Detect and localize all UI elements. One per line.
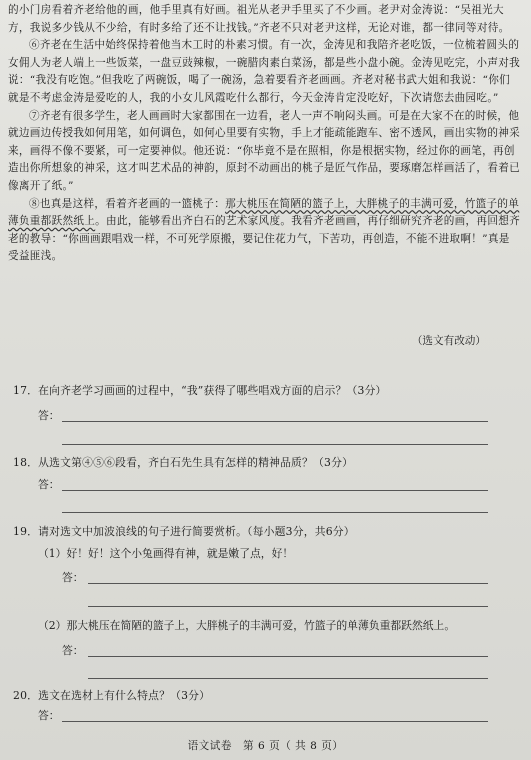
answer-line-17a[interactable] bbox=[62, 421, 488, 422]
adaptation-note: （选文有改动） bbox=[411, 335, 486, 347]
answer-line-18a[interactable] bbox=[62, 490, 488, 491]
page-footer: 语文试卷 第 6 页（ 共 8 页） bbox=[187, 740, 344, 752]
answer-label-17: 答： bbox=[38, 409, 60, 422]
question-19-part-1: （1）好！好！这个小兔画得有神，就是嫩了点，好！ bbox=[38, 547, 294, 560]
reading-passage bbox=[8, 2, 520, 266]
answer-line-17b[interactable] bbox=[62, 444, 488, 445]
paragraph-8-rest: 。由此，能够看出齐白石的艺术家风度。我看齐老画画，再仔细研究齐老的画，再回想齐老的教导：“你画画跟唱戏一样，不可死学原搬，要记住花力气，下苦功，再创造，不能不进取啊！”真是受益匪浅。 bbox=[8, 215, 521, 263]
answer-line-19-1a[interactable] bbox=[88, 583, 488, 584]
passage-paragraph-6: ⑥齐老在生活中始终保持着他当木工时的朴素习惯。有一次，金涛见和我陪齐老吃饭，一位梳着圆头的女佣人为老人端上一些饭菜，一盘豆豉辣椒，一碗腊肉素白菜汤，都是些小盘小碗。金涛见吃完，小声对我说：“我没有吃饱。”但我吃了两碗饭，喝了一碗汤，急着要看齐老画画。齐老对秘书武大姐和我说：“你们就是不考虑金涛是爱吃的人，我的小女儿风霞吃什么都行，今天金涛肯定没吃好，下次请您去曲园吃。” bbox=[8, 39, 521, 104]
answer-label-19-2: 答： bbox=[62, 644, 84, 657]
answer-line-19-2b[interactable] bbox=[88, 678, 488, 679]
question-18: 18．从选文第④⑤⑥段看，齐白石先生具有怎样的精神品质？（3分） bbox=[13, 456, 354, 469]
answer-line-20a[interactable] bbox=[62, 721, 488, 722]
wavy-underlined-sentence: 那大桃压在简陋的篮子上，大胖桃子的丰满可爱，竹篮子的单薄负重都跃然纸上 bbox=[8, 197, 520, 228]
answer-line-19-1b[interactable] bbox=[88, 606, 488, 607]
passage-paragraph-8 bbox=[8, 196, 520, 266]
question-19: 19．请对选文中加波浪线的句子进行简要赏析。（每小题3分，共6分） bbox=[13, 525, 355, 538]
question-20: 20．选文在选材上有什么特点？（3分） bbox=[13, 689, 211, 702]
question-19-part-2: （2）那大桃压在简陋的篮子上，大胖桃子的丰满可爱，竹篮子的单薄负重都跃然纸上。 bbox=[38, 619, 456, 632]
passage-paragraph-7: ⑦齐老有很多学生，老人画画时大家都围在一边看，老人一声不响闷头画。可是在大家不在的时候，他就边画边传授我如何用笔，如何调色，如何心里要有实物，手上才能疏能跑车、密不透风，画出实物的神采来，画得不像不要紧，可一定要神似。他还说：“你毕竟不是在照相，你是根据实物，经过你的画笔，再创造出你所想象的神采，这才叫艺术品的神韵，原封不动画出的桃子是匠气作品，要琢磨怎样画活了，看着已像离开了纸。” bbox=[8, 109, 521, 192]
answer-label-19-1: 答： bbox=[62, 571, 84, 584]
answer-line-18b[interactable] bbox=[62, 512, 488, 513]
answer-label-18: 答： bbox=[38, 478, 60, 491]
question-17: 17．在向齐老学习画画的过程中，“我”获得了哪些唱戏方面的启示？（3分） bbox=[13, 384, 387, 397]
answer-line-19-2a[interactable] bbox=[88, 656, 488, 657]
paragraph-8-lead: ⑧也真是这样，看着齐老画的一篮桃子： bbox=[29, 197, 226, 210]
passage-paragraph-5: 的小门房看着齐老给他的画，他手里真有好画。祖光从老尹手里买了不少画。老尹对金涛说：“吴祖光大方，我说多少钱从不少给，有时多给了还不让找钱。”齐老不只对老尹这样，无论对谁，都一律同等对待。 bbox=[8, 4, 510, 34]
answer-label-20: 答： bbox=[38, 709, 60, 722]
